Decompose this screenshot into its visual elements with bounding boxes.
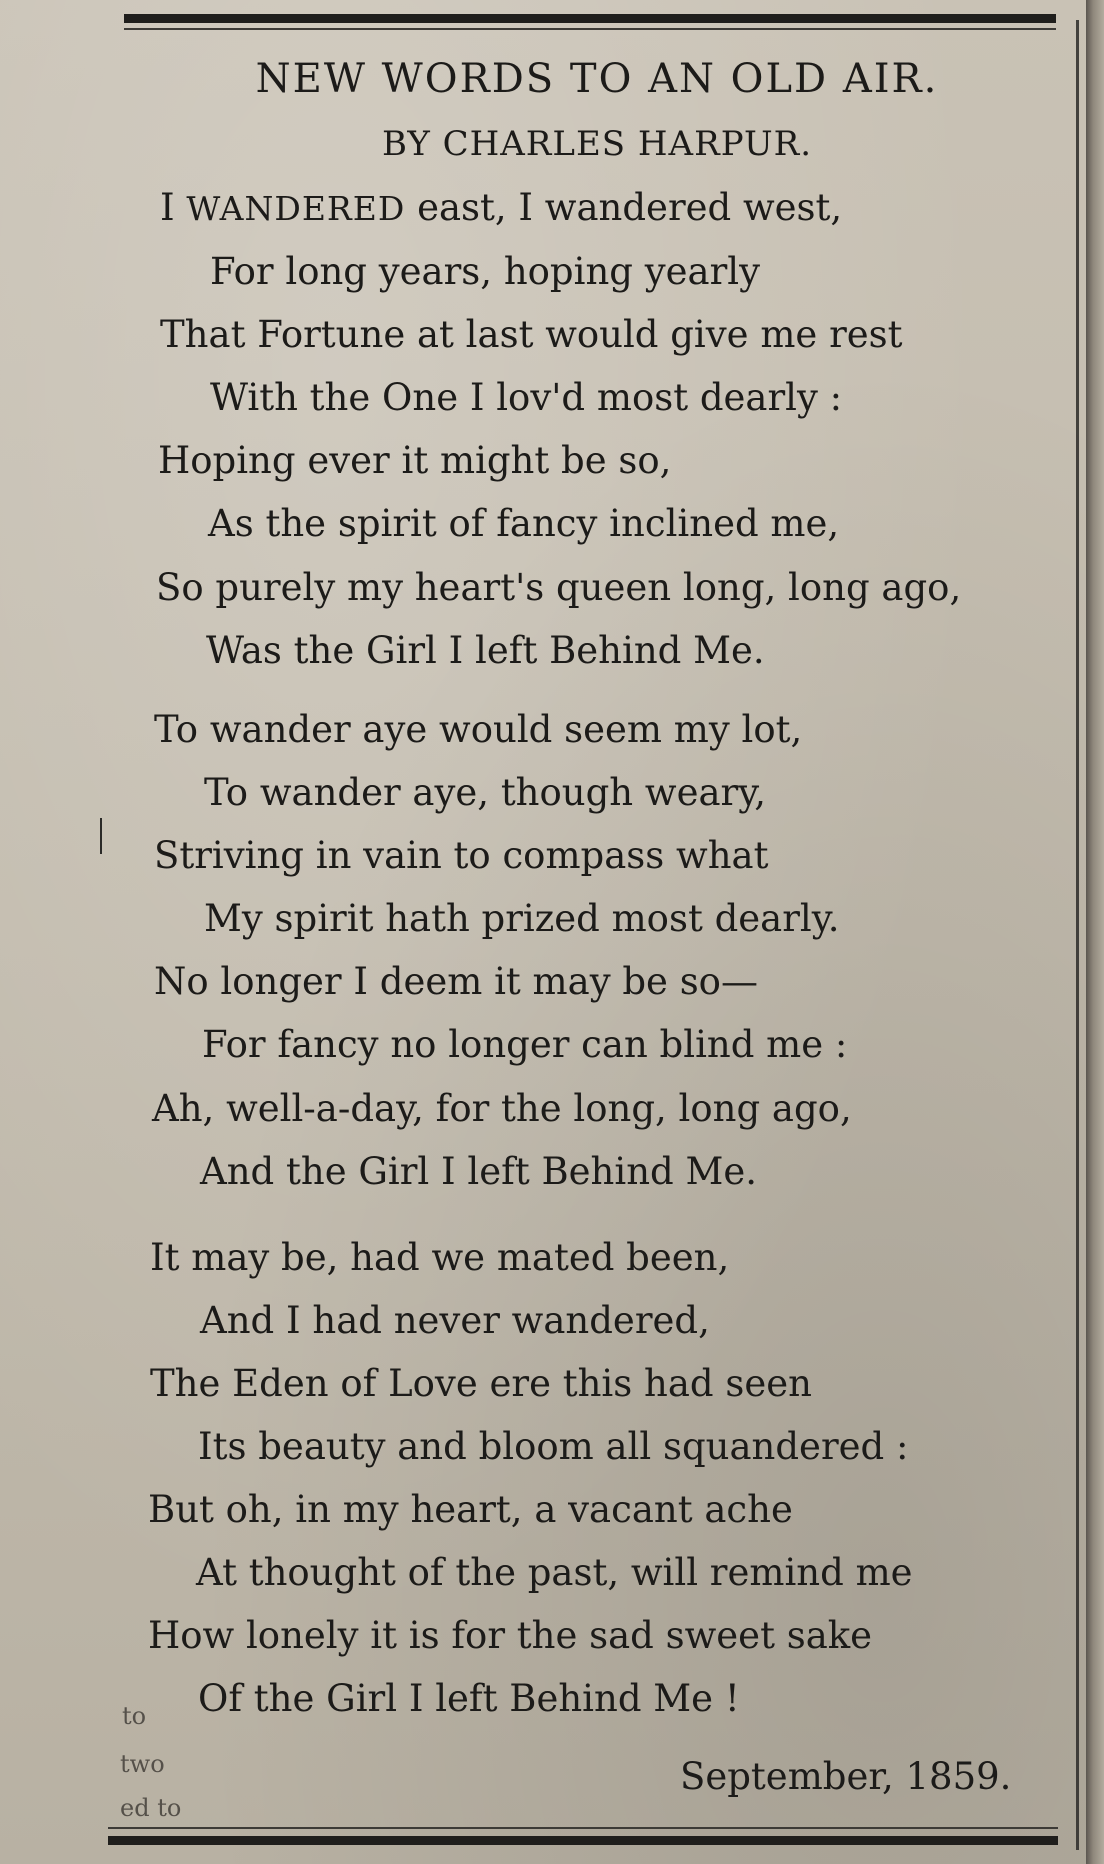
bottom-rule [108, 1836, 1058, 1845]
margin-bleed-text: to [122, 1702, 147, 1730]
poem-line: And the Girl I left Behind Me. [200, 1150, 758, 1193]
poem-title: NEW WORDS TO AN OLD AIR. [255, 56, 939, 102]
margin-bleed-text: ed to [120, 1794, 182, 1822]
poem-line: Its beauty and bloom all squandered : [198, 1425, 909, 1468]
first-letter: I [160, 186, 175, 229]
poem-line: No longer I deem it may be so— [154, 960, 758, 1003]
poem-line: To wander aye would seem my lot, [154, 708, 803, 751]
poem-line-1 [160, 186, 842, 231]
margin-bleed-text: two [120, 1750, 165, 1778]
poem-line: As the spirit of fancy inclined me, [208, 502, 840, 545]
poem-line: Was the Girl I left Behind Me. [206, 629, 765, 672]
poem-line: Striving in vain to compass what [154, 834, 769, 877]
poem-line: The Eden of Love ere this had seen [150, 1362, 812, 1405]
poem-author: BY CHARLES HARPUR. [381, 124, 813, 164]
poem-line: To wander aye, though weary, [204, 771, 766, 814]
poem-date: September, 1859. [680, 1755, 1012, 1798]
poem-line: Ah, well-a-day, for the long, long ago, [152, 1087, 852, 1130]
margin-mark [100, 818, 102, 854]
poem-line: But oh, in my heart, a vacant ache [148, 1488, 793, 1531]
poem-line: And I had never wandered, [200, 1299, 710, 1342]
bottom-rule-thin [108, 1827, 1058, 1829]
first-word-small-caps: WANDERED [186, 189, 406, 228]
poem-line: For long years, hoping yearly [210, 250, 760, 293]
poem-line: That Fortune at last would give me rest [160, 313, 903, 356]
poem-line: It may be, had we mated been, [150, 1236, 730, 1279]
poem-line: For fancy no longer can blind me : [202, 1023, 848, 1066]
poem-line: Of the Girl I left Behind Me ! [198, 1677, 740, 1720]
poem-line: At thought of the past, will remind me [196, 1551, 913, 1594]
poem-line: How lonely it is for the sad sweet sake [148, 1614, 873, 1657]
first-line-rest: east, I wandered west, [417, 186, 843, 229]
poem-line: Hoping ever it might be so, [158, 439, 672, 482]
poem-line: My spirit hath prized most dearly. [204, 897, 840, 940]
poem-line: So purely my heart's queen long, long ago, [156, 566, 962, 609]
poem-line: With the One I lov'd most dearly : [210, 376, 843, 419]
